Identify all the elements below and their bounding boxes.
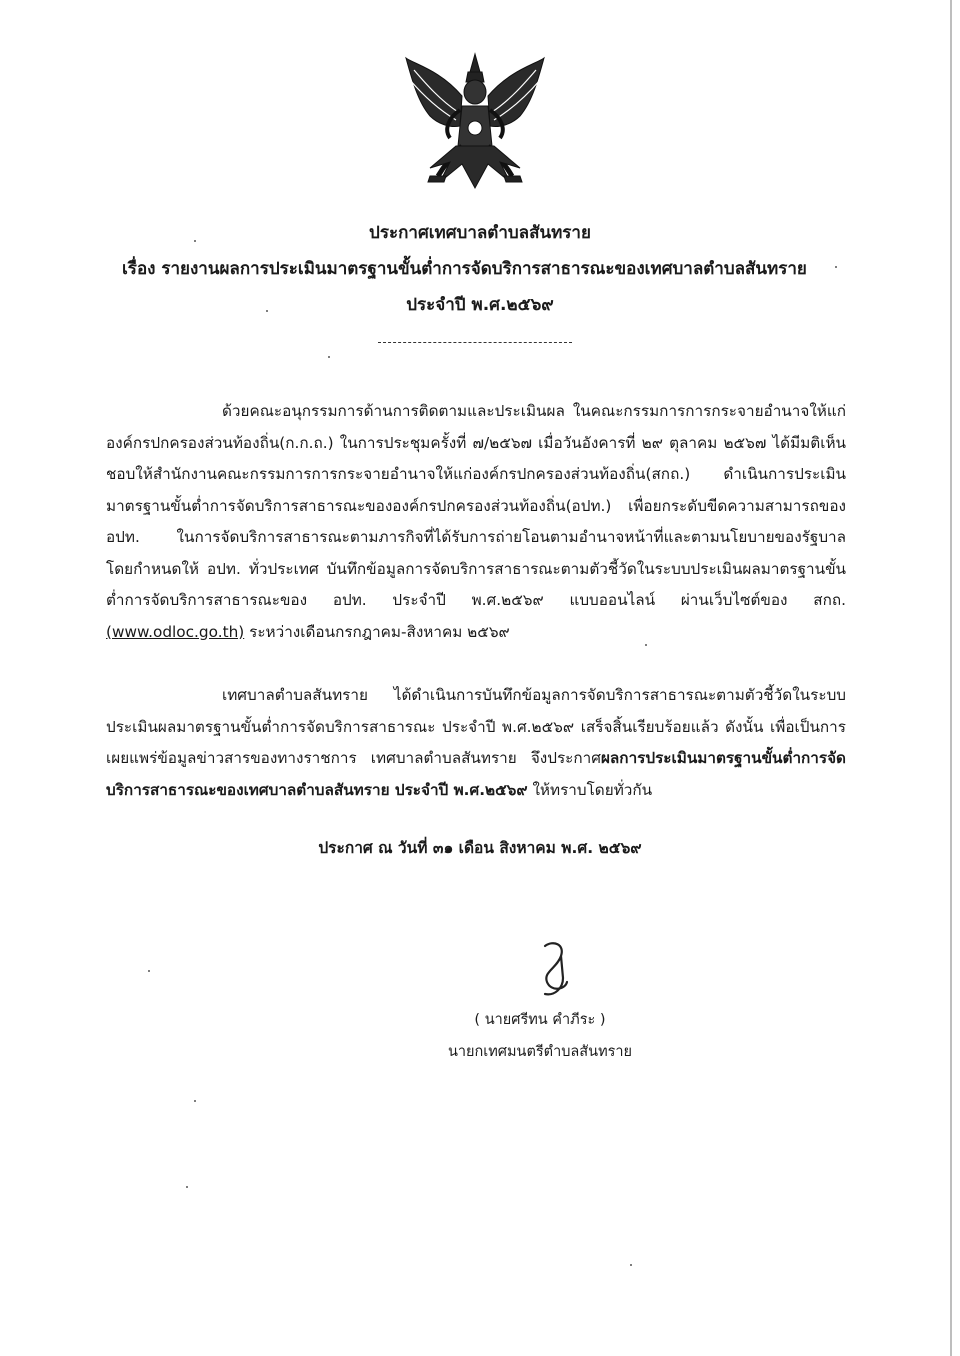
- scan-speck: [645, 644, 647, 646]
- paragraph-2-bold: ผลการประเมินมาตรฐานขั้นต่ำการจัดบริการสาธารณะของเทศบาลตำบลสันทราย ประจำปี พ.ศ.๒๕๖๙: [106, 749, 846, 799]
- scan-speck: [194, 240, 196, 242]
- scan-speck: [835, 266, 837, 268]
- paragraph-1-tail: ระหว่างเดือนกรกฎาคม-สิงหาคม ๒๕๖๙: [244, 622, 510, 641]
- signature-mark: [525, 938, 585, 1000]
- paragraph-1: [106, 396, 846, 648]
- website-link[interactable]: (www.odloc.go.th): [106, 622, 245, 641]
- scan-edge: [950, 0, 952, 1356]
- paragraph-1-text: ด้วยคณะอนุกรรมการด้านการติดตามและประเมินผล ในคณะกรรมการการกระจายอำนาจให้แก่องค์กรปกครองส่วนท้องถิ่น(ก.ก.ถ.) ในการประชุมครั้งที่ ๗/๒๕๖๗ เมื่อวันอังคารที่ ๒๙ ตุลาคม ๒๕๖๗ ได้มีมติเห็นชอบให้สำนักงานคณะกรรมการการกระจายอำนาจให้แก่องค์กรปกครองส่วนท้องถิ่น(สกถ.) ดำเนินการประเมินมาตรฐานขั้นต่ำการจัดบริการสาธารณะขององค์กรปกครองส่วนท้องถิ่น(อปท.) เพื่อยกระดับขีดความสามารถของ อปท. ในการจัดบริการสาธารณะตามภารกิจที่ได้รับการถ่ายโอนตามอำนาจหน้าที่และตามนโยบายของรัฐบาล โดยกำหนดให้ อปท. ทั่วประเทศ บันทึกข้อมูลการจัดบริการสาธารณะตามตัวชี้วัดในระบบประเมินผลมาตรฐานขั้นต่ำการจัดบริการสาธารณะของ อปท. ประจำปี พ.ศ.๒๕๖๙ แบบออนไลน์ ผ่านเว็บไซต์ของ สกถ.: [106, 402, 846, 609]
- paragraph-2: [106, 680, 846, 806]
- scan-speck: [630, 1264, 632, 1266]
- announcement-title: ประกาศเทศบาลตำบลสันทราย: [369, 223, 591, 243]
- title-block: [100, 222, 860, 330]
- scan-speck: [266, 310, 268, 312]
- announcement-date: ประกาศ ณ วันที่ ๓๑ เดือน สิงหาคม พ.ศ. ๒๕๖๙: [318, 839, 642, 857]
- scan-speck: [148, 970, 150, 972]
- scan-speck: [186, 1186, 188, 1188]
- garuda-emblem-icon: [400, 50, 550, 200]
- announcement-subject: เรื่อง รายงานผลการประเมินมาตรฐานขั้นต่ำการจัดบริการสาธารณะของเทศบาลตำบลสันทราย: [122, 259, 807, 279]
- title-divider: [378, 342, 572, 343]
- scan-speck: [328, 356, 330, 358]
- paragraph-2-text: เทศบาลตำบลสันทราย ได้ดำเนินการบันทึกข้อมูลการจัดบริการสาธารณะตามตัวชี้วัดในระบบประเมินผลมาตรฐานขั้นต่ำการจัดบริการสาธารณะ ประจำปี พ.ศ.๒๕๖๙ เสร็จสิ้นเรียบร้อยแล้ว ดังนั้น เพื่อเป็นการเผยแพร่ข้อมูลข่าวสารของทางราชการ เทศบาลตำบลสันทราย จึงประกาศ: [106, 686, 846, 767]
- signer-position: นายกเทศมนตรีตำบลสันทราย: [447, 1044, 633, 1060]
- announcement-year: ประจำปี พ.ศ.๒๕๖๙: [406, 295, 554, 315]
- scan-speck: [194, 1100, 196, 1102]
- signer-name: ( นายศรีทน คำภีระ ): [474, 1012, 606, 1028]
- paragraph-2-tail: ให้ทราบโดยทั่วกัน: [527, 780, 653, 799]
